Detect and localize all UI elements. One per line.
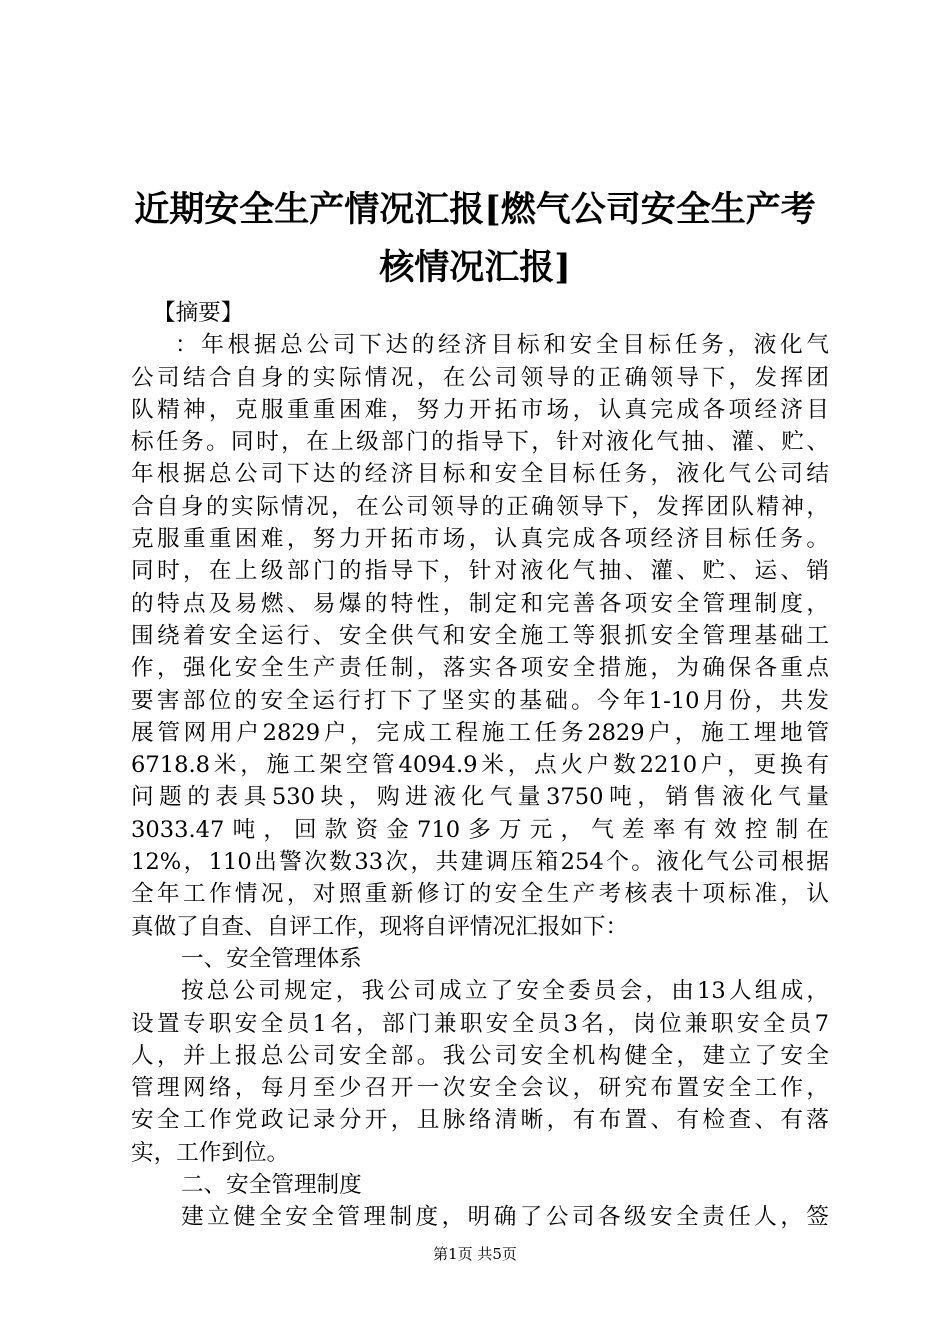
document-body bbox=[131, 297, 829, 1234]
paragraph-line: 问题的表具530块，购进液化气量3750吨，销售液化气量 bbox=[131, 784, 829, 811]
section-heading: 二、安全管理制度 bbox=[181, 1172, 362, 1199]
paragraph-line: 队精神，克服重重困难，努力开拓市场，认真完成各项经济目 bbox=[131, 396, 829, 423]
page-number-footer: 第1页 共5页 bbox=[433, 1245, 517, 1263]
document-title-line-2: 核情况汇报] bbox=[379, 247, 571, 288]
paragraph-line: 6718.8米，施工架空管4094.9米，点火户数2210户，更换有 bbox=[131, 752, 829, 779]
paragraph-line: 克服重重困难，努力开拓市场，认真完成各项经济目标任务。 bbox=[131, 526, 829, 553]
paragraph-line: 安全工作党政记录分开，且脉络清晰，有布置、有检查、有落 bbox=[131, 1107, 829, 1134]
section-heading: 一、安全管理体系 bbox=[181, 945, 362, 972]
paragraph-line: 标任务。同时，在上级部门的指导下，针对液化气抽、灌、贮、 bbox=[131, 429, 829, 456]
paragraph-line: 作，强化安全生产责任制，落实各项安全措施，为确保各重点 bbox=[131, 655, 829, 682]
paragraph-line: 3033.47吨，回款资金710多万元，气差率有效控制在 bbox=[131, 816, 829, 843]
paragraph-line: 公司结合自身的实际情况，在公司领导的正确领导下，发挥团 bbox=[131, 364, 829, 391]
paragraph-line: 建立健全安全管理制度，明确了公司各级安全责任人，签 bbox=[181, 1204, 829, 1231]
paragraph-line: 全年工作情况，对照重新修订的安全生产考核表十项标准，认 bbox=[131, 881, 829, 908]
paragraph-line: 管理网络，每月至少召开一次安全会议，研究布置安全工作， bbox=[131, 1075, 829, 1102]
abstract-heading: 【摘要】 bbox=[153, 300, 244, 326]
paragraph-line: 设置专职安全员1名，部门兼职安全员3名，岗位兼职安全员7 bbox=[131, 1010, 829, 1037]
paragraph-line: 人，并上报总公司安全部。我公司安全机构健全，建立了安全 bbox=[131, 1042, 829, 1069]
paragraph-line: ：年根据总公司下达的经济目标和安全目标任务，液化气 bbox=[175, 332, 829, 359]
paragraph-line: 围绕着安全运行、安全供气和安全施工等狠抓安全管理基础工 bbox=[131, 622, 829, 649]
paragraph-line: 12%，110出警次数33次，共建调压箱254个。液化气公司根据 bbox=[131, 849, 829, 876]
paragraph-line: 展管网用户2829户，完成工程施工任务2829户，施工埋地管 bbox=[131, 719, 829, 746]
paragraph-line: 年根据总公司下达的经济目标和安全目标任务，液化气公司结 bbox=[131, 461, 829, 488]
paragraph-line: 实，工作到位。 bbox=[131, 1139, 290, 1166]
paragraph-line: 同时，在上级部门的指导下，针对液化气抽、灌、贮、运、销 bbox=[131, 558, 829, 585]
paragraph-line: 合自身的实际情况，在公司领导的正确领导下，发挥团队精神， bbox=[131, 493, 829, 520]
paragraph-line: 的特点及易燃、易爆的特性，制定和完善各项安全管理制度， bbox=[131, 590, 829, 617]
document-title-line-1: 近期安全生产情况汇报[燃气公司安全生产考 bbox=[134, 189, 816, 230]
paragraph-line: 按总公司规定，我公司成立了安全委员会，由13人组成， bbox=[181, 978, 829, 1005]
paragraph-line: 要害部位的安全运行打下了坚实的基础。今年1-10月份，共发 bbox=[131, 687, 829, 714]
paragraph-line: 真做了自查、自评工作，现将自评情况汇报如下： bbox=[131, 913, 629, 940]
